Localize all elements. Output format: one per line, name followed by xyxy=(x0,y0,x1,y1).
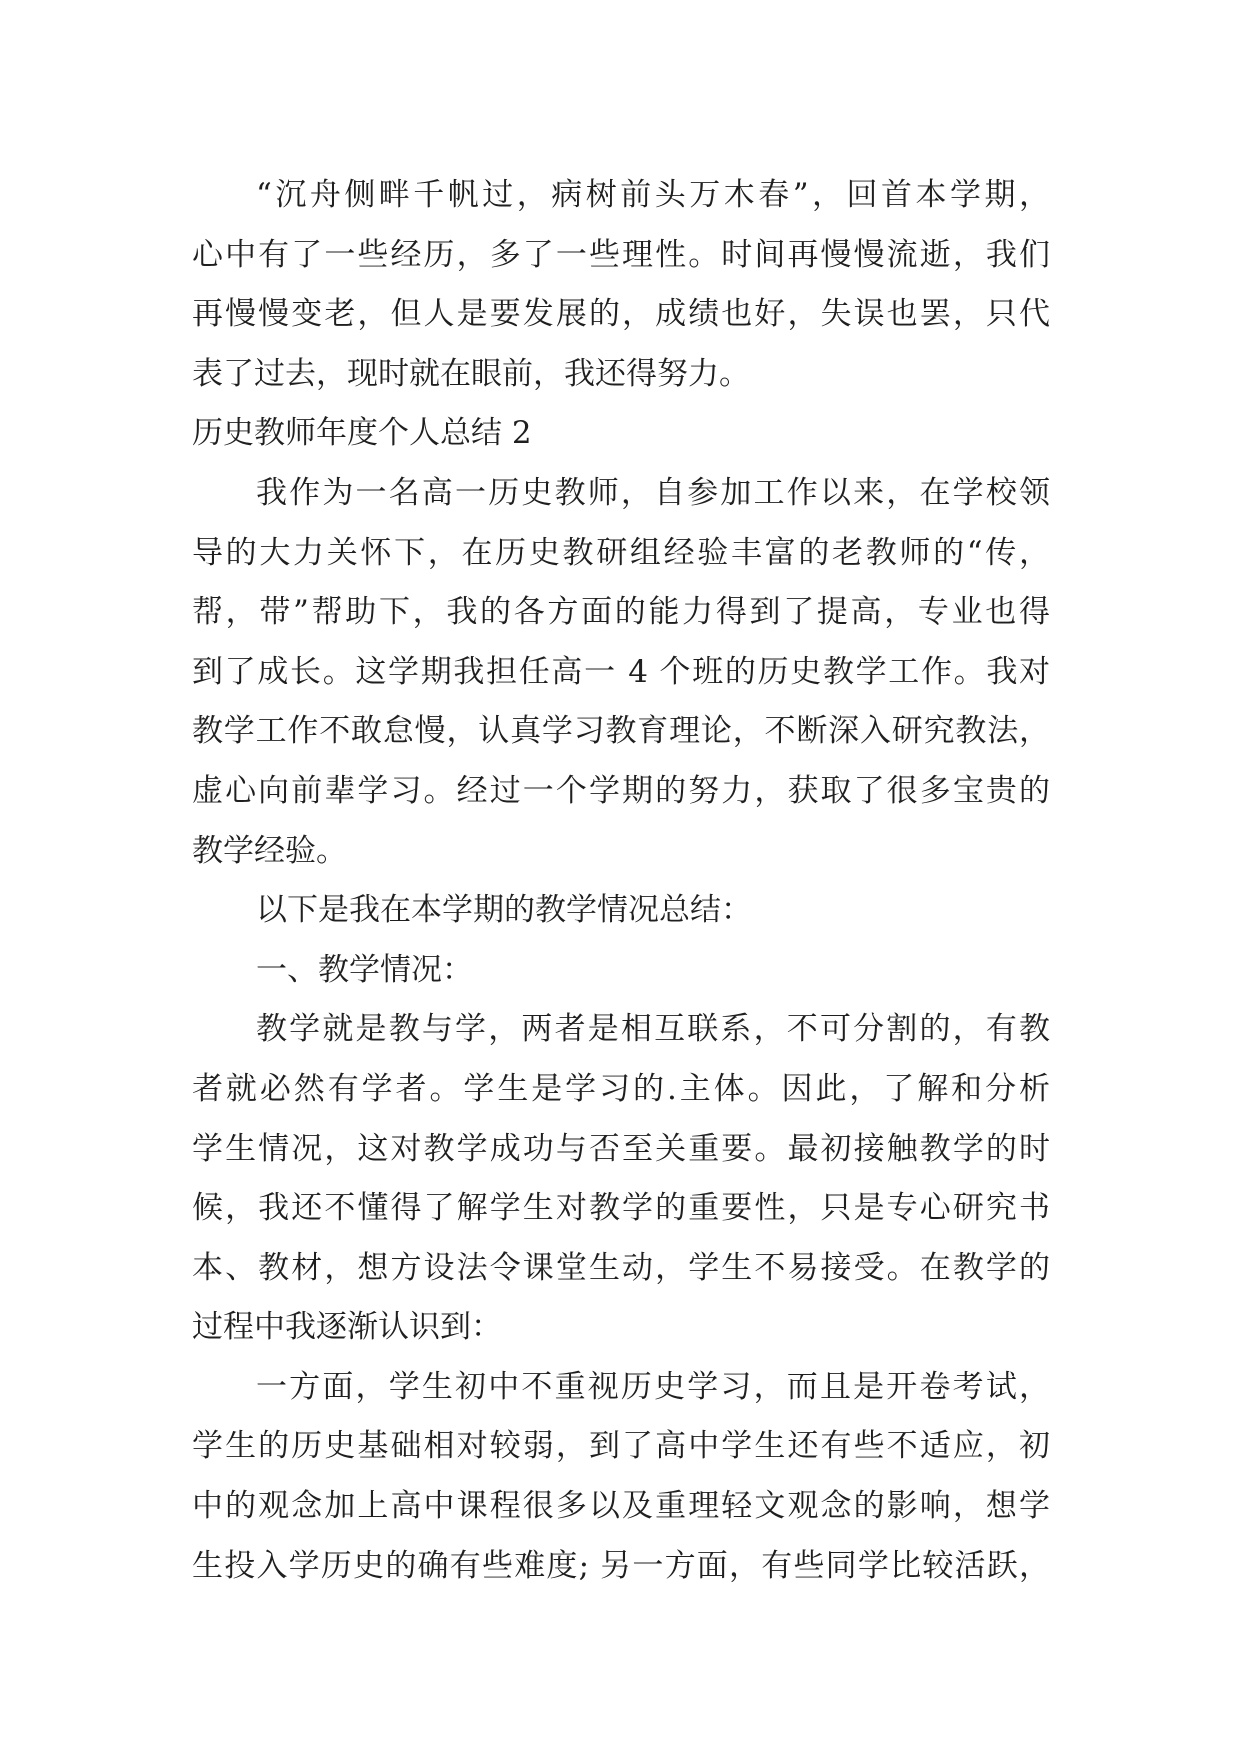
paragraph-self-intro xyxy=(192,464,1050,881)
text-line: 一、教学情况： xyxy=(256,951,473,988)
text-line: 表了过去，现时就在眼前，我还得努力。 xyxy=(192,355,750,392)
text-line: “沉舟侧畔千帆过，病树前头万木春”，回首本学期， xyxy=(256,177,1050,213)
text-line: 我作为一名高一历史教师，自参加工作以来，在学校领 xyxy=(256,474,1050,511)
subheading-teaching-situation xyxy=(192,941,1050,1001)
text-line: 再慢慢变老，但人是要发展的，成绩也好，失误也罢，只代 xyxy=(192,296,1050,333)
text-line: 教学就是教与学，两者是相互联系，不可分割的，有教 xyxy=(256,1011,1050,1048)
text-line: 教学经验。 xyxy=(192,832,347,869)
document-body xyxy=(192,166,1050,1596)
text-line: 帮，带”帮助下，我的各方面的能力得到了提高，专业也得 xyxy=(192,594,1050,631)
paragraph-intro xyxy=(192,166,1050,404)
text-line: 过程中我逐渐认识到： xyxy=(192,1309,502,1346)
text-line: 心中有了一些经历，多了一些理性。时间再慢慢流逝，我们 xyxy=(192,236,1050,273)
text-line: 教学工作不敢怠慢，认真学习教育理论，不断深入研究教法， xyxy=(192,713,1050,750)
paragraph-teaching-learning xyxy=(192,1000,1050,1358)
text-line: 导的大力关怀下，在历史教研组经验丰富的老教师的“传， xyxy=(192,534,1050,571)
text-line: 学生的历史基础相对较弱，到了高中学生还有些不适应，初 xyxy=(192,1428,1050,1465)
text-line: 生投入学历史的确有些难度; 另一方面，有些同学比较活跃， xyxy=(192,1547,1050,1584)
text-line: 中的观念加上高中课程很多以及重理轻文观念的影响，想学 xyxy=(192,1488,1050,1525)
paragraph-one-aspect xyxy=(192,1358,1050,1596)
text-line: 者就必然有学者。学生是学习的.主体。因此，了解和分析 xyxy=(192,1070,1050,1107)
section-heading: 历史教师年度个人总结 2 xyxy=(192,415,532,452)
text-line: 本、教材，想方设法令课堂生动，学生不易接受。在教学的 xyxy=(192,1249,1050,1286)
text-line: 一方面，学生初中不重视历史学习，而且是开卷考试， xyxy=(256,1368,1050,1405)
text-line: 候，我还不懂得了解学生对教学的重要性，只是专心研究书 xyxy=(192,1190,1050,1227)
text-line: 学生情况，这对教学成功与否至关重要。最初接触教学的时 xyxy=(192,1130,1050,1167)
paragraph-summary-intro xyxy=(192,881,1050,941)
text-line: 以下是我在本学期的教学情况总结： xyxy=(256,892,752,929)
text-line: 到了成长。这学期我担任高一 4 个班的历史教学工作。我对 xyxy=(192,653,1050,690)
text-line: 虚心向前辈学习。经过一个学期的努力，获取了很多宝贵的 xyxy=(192,772,1050,809)
